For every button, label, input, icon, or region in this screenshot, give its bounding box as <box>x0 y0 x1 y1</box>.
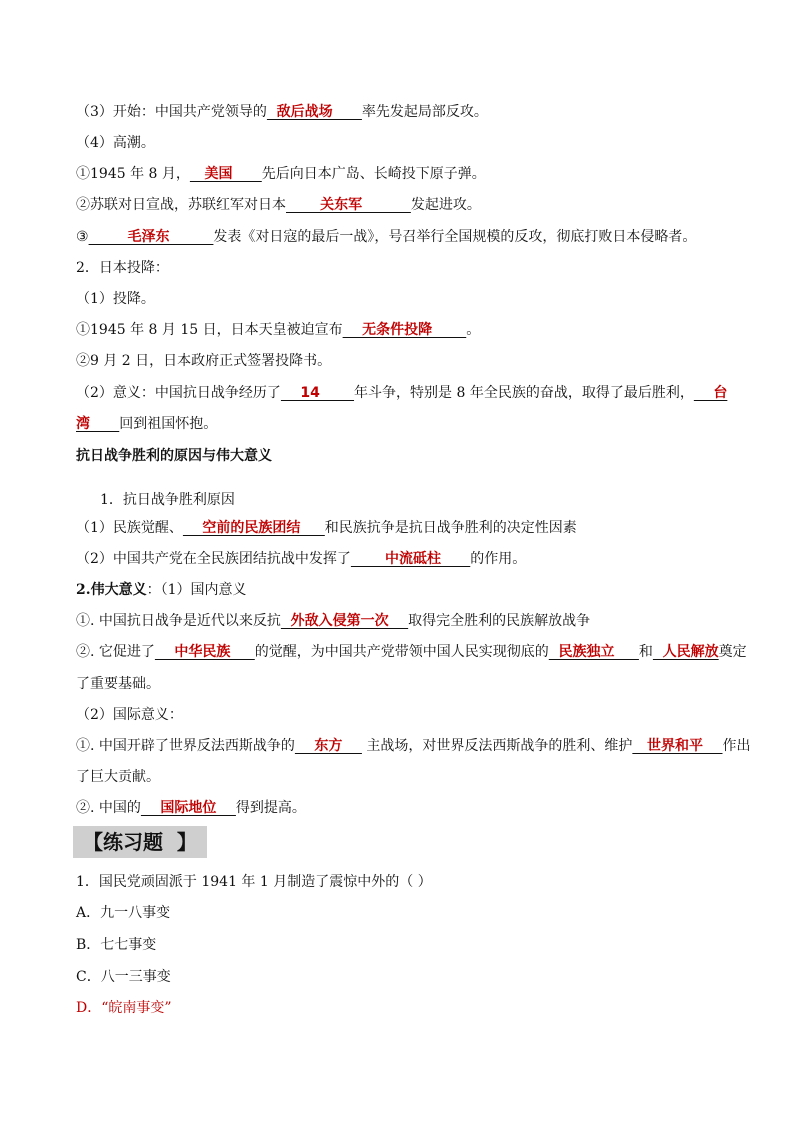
answer-blank: 湾 <box>76 416 120 432</box>
answer-blank: 14 <box>280 385 355 401</box>
text-line: 2.伟大意义：（1）国内意义 <box>76 582 247 598</box>
question-option-c: C．八一三事变 <box>76 969 171 985</box>
text-line: ①. 中国开辟了世界反法西斯战争的 东方 主战场，对世界反法西斯战争的胜利、维护 世界和平 作出 <box>76 738 751 754</box>
question-option-a: A．九一八事变 <box>76 905 171 921</box>
text-line: ②. 中国的 国际地位 得到提高。 <box>76 800 306 816</box>
text-line: ②9 月 2 日，日本政府正式签署投降书。 <box>76 353 332 369</box>
answer-blank: 世界和平 <box>632 738 723 754</box>
text-line: （2）中国共产党在全民族团结抗战中发挥了 中流砥柱 的作用。 <box>76 551 527 567</box>
text-line: 2．日本投降： <box>76 260 169 276</box>
answer-blank: 东方 <box>294 738 362 754</box>
question-answer-option-d: D．“皖南事变” <box>76 1000 172 1016</box>
answer-blank: 人民解放 <box>652 644 719 660</box>
answer-blank: 毛泽东 <box>88 229 214 245</box>
answer-blank: 无条件投降 <box>342 322 467 338</box>
text-line: 湾 回到祖国怀抱。 <box>76 416 218 432</box>
text-line: ③ 毛泽东 发表《对日寇的最后一战》，号召举行全国规模的反攻，彻底打败日本侵略者。 <box>76 229 697 245</box>
answer-blank: 民族独立 <box>548 644 639 660</box>
text-line: ①. 中国抗日战争是近代以来反抗 外敌入侵第一次 取得完全胜利的民族解放战争 <box>76 613 591 629</box>
answer-blank: 空前的民族团结 <box>182 520 325 536</box>
text-line: （3）开始：中国共产党领导的 敌后战场 率先发起局部反攻。 <box>76 104 488 120</box>
text-line: （1）民族觉醒、 空前的民族团结 和民族抗争是抗日战争胜利的决定性因素 <box>76 520 577 536</box>
text-line: 1．抗日战争胜利原因 <box>100 492 235 508</box>
text-line: （2）国际意义： <box>76 707 183 723</box>
text-line: 了重要基础。 <box>76 676 160 692</box>
answer-blank: 中华民族 <box>154 644 255 660</box>
question-stem: 1．国民党顽固派于 1941 年 1 月制造了震惊中外的（ ） <box>76 874 432 890</box>
text-line: ①1945 年 8 月 15 日，日本天皇被迫宣布 无条件投降 。 <box>76 322 481 338</box>
answer-blank: 中流砥柱 <box>350 551 471 567</box>
text-line: （4）高潮。 <box>76 135 155 151</box>
answer-blank: 美国 <box>189 166 262 182</box>
exercise-section-header: 【练习题 】 <box>73 826 207 858</box>
answer-blank: 关东军 <box>286 197 411 213</box>
text-line: ②苏联对日宣战，苏联红军对日本 关东军 发起进攻。 <box>76 197 481 213</box>
answer-blank: 外敌入侵第一次 <box>280 613 409 629</box>
section-heading: 抗日战争胜利的原因与伟大意义 <box>76 448 272 464</box>
answer-blank: 敌后战场 <box>266 104 362 120</box>
text-line: ②. 它促进了 中华民族 的觉醒，为中国共产党带领中国人民实现彻底的 民族独立 和 人民解放奠定 <box>76 644 747 660</box>
answer-blank: 国际地位 <box>140 800 236 816</box>
text-line: 了巨大贡献。 <box>76 769 160 785</box>
text-line: （1）投降。 <box>76 291 155 307</box>
answer-blank: 台 <box>693 385 728 401</box>
text-line: ①1945 年 8 月， 美国 先后向日本广岛、长崎投下原子弹。 <box>76 166 486 182</box>
text-line: （2）意义：中国抗日战争经历了 14 年斗争，特别是 8 年全民族的奋战，取得了最后胜利， 台 <box>76 385 728 401</box>
question-option-b: B．七七事变 <box>76 937 157 953</box>
